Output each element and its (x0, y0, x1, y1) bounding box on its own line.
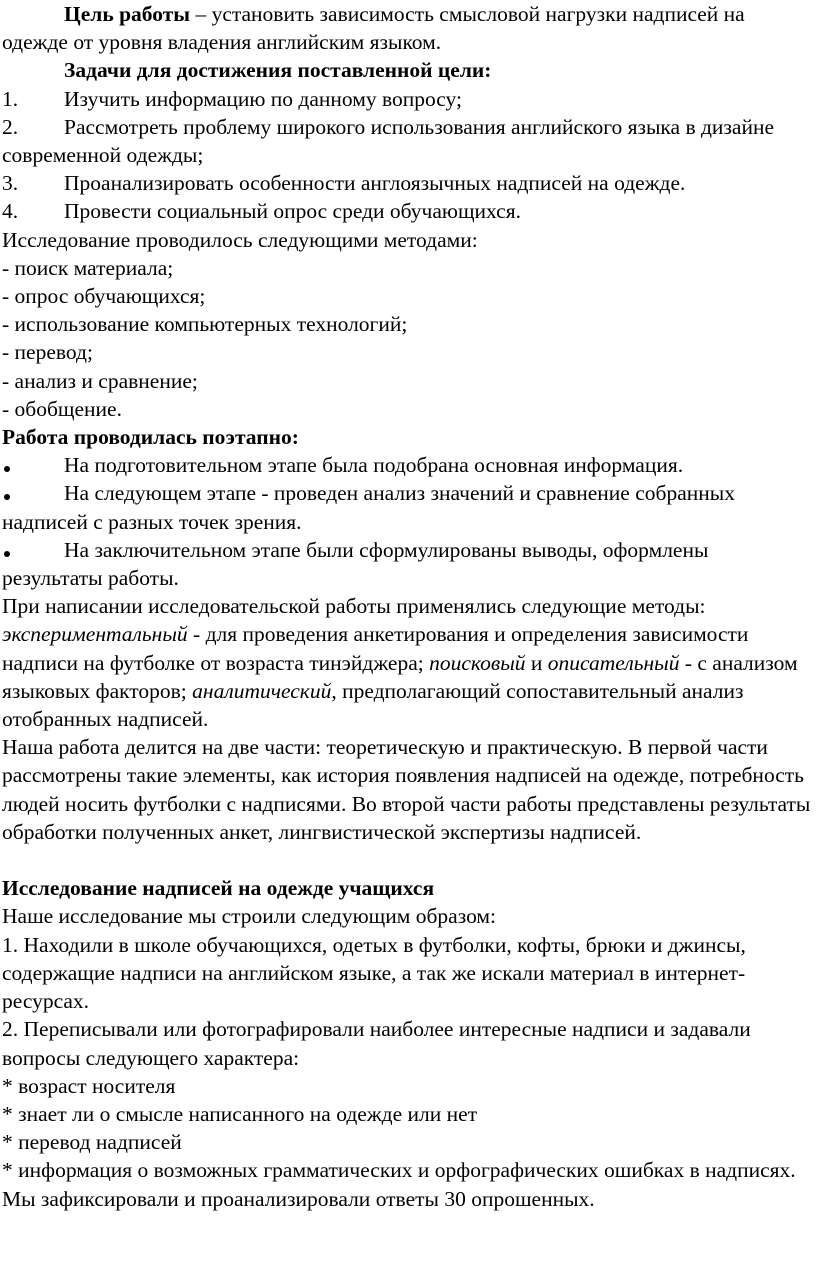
tasks-heading: Задачи для достижения поставленной цели: (64, 58, 492, 83)
stage-item (2, 536, 814, 592)
task-text: Проанализировать особенности англоязычных надписей на одежде. (64, 171, 686, 196)
method-item: - обобщение. (2, 396, 122, 421)
structure-paragraph: Наша работа делится на две части: теоретическую и практическую. В первой части рассмотрены такие элементы, как история появления надписей на одежде, потребность людей носить футболки с надписями. Во второй части работы представлены результаты обработки полученных анкет, лингвистической экспертизы надписей. (2, 735, 811, 844)
question-item: * перевод надписей (2, 1130, 182, 1155)
task-item (2, 169, 814, 197)
question-item: * информация о возможных грамматических и орфографических ошибках в надписях. (2, 1158, 796, 1183)
method-term: экспериментальный (2, 622, 188, 647)
goal-label: Цель работы (64, 2, 191, 26)
stages-heading: Работа проводилась поэтапно: (2, 425, 299, 450)
research-step: 2. Переписывали или фотографировали наиболее интересные надписи и задавали вопросы следующего характера: (2, 1017, 751, 1070)
research-step: 1. Находили в школе обучающихся, одетых в футболки, кофты, брюки и джинсы, содержащие надписи на английском языке, а так же искали материал в интернет-ресурсах. (2, 932, 746, 1014)
stage-text: На заключительном этапе были сформулированы выводы, оформлены результаты работы. (2, 537, 709, 591)
methods-intro: Исследование проводилось следующими методами: (2, 227, 478, 252)
method-item: - поиск материала; (2, 255, 174, 280)
task-text: Рассмотреть проблему широкого использования английского языка в дизайне современной одежды; (2, 114, 775, 168)
stage-text: На подготовительном этапе была подобрана основная информация. (64, 453, 684, 478)
method-item: - использование компьютерных технологий; (2, 312, 408, 337)
task-number: 4. (2, 199, 19, 224)
task-number: 3. (2, 171, 19, 196)
task-text: Провести социальный опрос среди обучающихся. (64, 199, 521, 224)
stage-text: На следующем этапе - проведен анализ значений и сравнение собранных надписей с разных точек зрения. (2, 481, 735, 534)
methods-paragraph: При написании исследовательской работы применялись следующие методы: экспериментальный - для проведения анкетирования и определения зависимости надписи на футболке от возраста тинэйджера; поисковый и описательный - с анализом языковых факторов; аналитический, предполагающий сопоставительный анализ отобранных надписей. (2, 594, 798, 732)
goal-paragraph (2, 0, 814, 56)
task-item (2, 85, 814, 113)
method-item: - перевод; (2, 340, 93, 365)
method-term: поисковый (429, 650, 526, 675)
task-item (2, 113, 814, 169)
task-item (2, 197, 814, 225)
task-number: 1. (2, 86, 19, 111)
stage-item (2, 451, 814, 479)
question-item: * знает ли о смысле написанного на одежде или нет (2, 1101, 478, 1126)
goal-text: – установить зависимость смысловой нагрузки надписей на одежде от уровня владения английским языком. (2, 2, 745, 55)
blank-line (2, 846, 814, 874)
task-text: Изучить информацию по данному вопросу; (64, 86, 462, 111)
research-intro: Наше исследование мы строили следующим образом: (2, 904, 496, 929)
stage-item (2, 479, 814, 535)
method-item: - анализ и сравнение; (2, 368, 198, 393)
method-term: описательный (547, 650, 680, 675)
task-number: 2. (2, 114, 19, 139)
question-item: * возраст носителя (2, 1073, 176, 1098)
research-heading: Исследование надписей на одежде учащихся (2, 876, 435, 901)
method-item: - опрос обучающихся; (2, 284, 206, 309)
method-term: аналитический (192, 678, 332, 703)
conclusion-paragraph: Мы зафиксировали и проанализировали ответы 30 опрошенных. (2, 1186, 595, 1211)
